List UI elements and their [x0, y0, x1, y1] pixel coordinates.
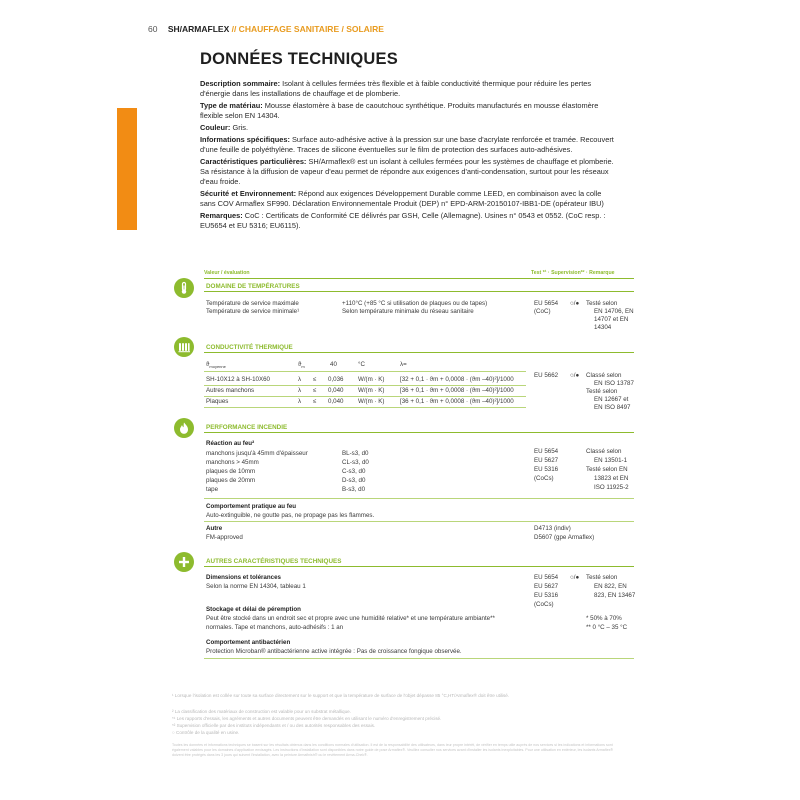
storage-remark-2: ** 0 °C – 35 °C — [586, 624, 628, 631]
table-header-right: Test *¹ · Supervision*² · Remarque — [531, 270, 615, 276]
cond-row-2-formula: [36 + 0,1 · ϑm + 0,0008 · (ϑm –40)²]/1000 — [400, 387, 514, 394]
temp-min-label: Température de service minimale¹ — [206, 308, 300, 315]
section-title-other: AUTRES CARACTÉRISTIQUES TECHNIQUES — [206, 558, 342, 565]
page-header — [148, 24, 384, 34]
remarks-paragraph — [200, 211, 618, 231]
antibacterial-label: Comportement antibactérien — [206, 639, 291, 646]
other-divider — [204, 658, 634, 659]
dim-remark-2: EN 822, EN — [594, 583, 627, 590]
fire-divider — [204, 498, 634, 499]
fire-row-5-class: B-s3, d0 — [342, 486, 366, 493]
cond-row-3-name: Plaques — [206, 398, 229, 405]
material-text: Mousse élastomère à base de caoutchouc synthétique. Produits manufacturés en mousse élastomère flexible selon EN 14304. — [200, 100, 599, 120]
cond-row-2-sym: λ — [298, 387, 302, 394]
page-number: 60 — [148, 24, 158, 34]
fire-remark-5: ISO 11925-2 — [594, 484, 629, 491]
section-divider-fire — [204, 432, 634, 433]
fire-remark-4: 13823 et EN — [594, 475, 629, 482]
header-brand: SH/ARMAFLEX — [167, 24, 230, 34]
temp-supervision: ○/● — [570, 300, 580, 307]
cond-row-2-op: ≤ — [313, 387, 317, 394]
section-divider-temperature — [204, 291, 634, 292]
storage-text-2: normales. Tape et manchons, auto-adhésifs : 1 an — [206, 624, 344, 631]
conductivity-head-divider — [204, 371, 526, 372]
dim-test-1: EU 5654 — [534, 574, 559, 581]
color-text: Gris. — [230, 122, 249, 132]
fire-other-text: FM-approved — [206, 534, 243, 541]
cond-row-3-op: ≤ — [313, 398, 317, 405]
footnote-1: ¹ Lorsque l'isolation est collée sur toute sa surface directement sur le support et que la température de surface de l'objet dépasse 85 °C,HT/Armaflex® doit être utilisé. — [172, 693, 510, 698]
fire-other-label: Autre — [206, 525, 223, 532]
section-title-conductivity: CONDUCTIVITÉ THERMIQUE — [206, 344, 293, 351]
orange-accent-bar — [117, 108, 137, 230]
cond-row-1-formula: [32 + 0,1 · ϑm + 0,0008 · (ϑm –40)²]/1000 — [400, 376, 514, 383]
cond-row-3-val: 0,040 — [328, 398, 344, 405]
fire-row-1-name: manchons jusqu'à 45mm d'épaisseur — [206, 450, 308, 457]
section-divider-conductivity — [204, 352, 634, 353]
theta-m-symbol: ϑ — [298, 361, 302, 368]
temp-test-coc: (CoC) — [534, 308, 551, 315]
cond-row-2-name: Autres manchons — [206, 387, 255, 394]
features-label: Caractéristiques particulières: — [200, 157, 307, 167]
conductivity-head-unit: °C — [358, 361, 365, 368]
cond-row-3-unit: W/(m · K) — [358, 398, 385, 405]
cond-remark-1: Classé selon — [586, 372, 622, 379]
temp-min-value: Selon température minimale du réseau sanitaire — [342, 308, 474, 315]
temp-remark-2: EN 14706, EN — [594, 308, 634, 315]
fire-test-2: EU 5627 — [534, 457, 559, 464]
color-paragraph — [200, 123, 618, 133]
safety-paragraph — [200, 189, 618, 209]
dim-supervision: ○/● — [570, 574, 580, 581]
dim-remark-1: Testé selon — [586, 574, 618, 581]
fire-test-4: (CoCs) — [534, 475, 554, 482]
material-label: Type de matériau: — [200, 100, 263, 110]
conductivity-head-m — [298, 361, 305, 371]
cond-row-1-name: SH-10X12 à SH-10X60 — [206, 376, 270, 383]
info-label: Informations spécifiques: — [200, 135, 290, 145]
theta-symbol: ϑ — [206, 361, 210, 368]
safety-label: Sécurité et Environnement: — [200, 188, 297, 198]
cond-remark-3: Testé selon — [586, 388, 618, 395]
dim-test-4: (CoCs) — [534, 601, 554, 608]
footnote-4: *² Supervision officielle par des instituts indépendants et / ou des autorités responsables des essais. — [172, 723, 376, 728]
conductivity-row-divider — [204, 385, 526, 386]
cond-test: EU 5662 — [534, 372, 559, 379]
theta-m-sub: m — [301, 364, 305, 370]
section-divider-other — [204, 566, 634, 567]
fire-row-5-name: tape — [206, 486, 219, 493]
fire-other-test-2: D5607 (gpe Armaflex) — [534, 534, 595, 541]
fire-practical-label: Comportement pratique au feu — [206, 503, 297, 510]
fire-row-3-name: plaques de 10mm — [206, 468, 256, 475]
fire-other-test-1: D4713 (indiv) — [534, 525, 571, 532]
description-paragraph — [200, 79, 618, 99]
material-paragraph — [200, 101, 618, 121]
cond-row-3-formula: [36 + 0,1 · ϑm + 0,0008 · (ϑm –40)²]/1000 — [400, 398, 514, 405]
cond-row-1-val: 0,036 — [328, 376, 344, 383]
radiator-icon — [174, 337, 194, 357]
fire-row-4-class: D-s3, d0 — [342, 477, 366, 484]
cond-row-1-op: ≤ — [313, 376, 317, 383]
section-title-fire: PERFORMANCE INCENDIE — [206, 424, 288, 431]
description-text: Isolant à cellules fermées très flexible et à faible conductivité thermique pour réduire les pertes d'énergie dans les installations de chauffage et de plomberie. — [200, 79, 592, 98]
temp-test: EU 5654 — [534, 300, 559, 307]
description-label: Description sommaire: — [200, 79, 281, 88]
temp-max-label: Température de service maximale — [206, 300, 299, 307]
fire-row-1-class: BL-s3, d0 — [342, 450, 369, 457]
flame-icon — [174, 418, 194, 438]
dim-test-2: EU 5627 — [534, 583, 559, 590]
cond-row-2-val: 0,040 — [328, 387, 344, 394]
fire-remark-2: EN 13501-1 — [594, 457, 628, 464]
dimensions-text: Selon la norme EN 14304, tableau 1 — [206, 583, 306, 590]
cond-remark-4: EN 12667 et — [594, 396, 629, 403]
footnote-5: ○ Contrôle de la qualité en usine. — [172, 730, 240, 735]
table-header-left: Valeur / évaluation — [204, 270, 250, 276]
fire-row-2-name: manchons > 45mm — [206, 459, 259, 466]
conductivity-head-lambda: λ= — [400, 361, 407, 368]
cond-row-3-sym: λ — [298, 398, 302, 405]
features-text: SH/Armaflex® est un isolant à cellules fermées pour les systèmes de chauffage et plomberie. Sa résistance à la diffusion de vapeur d'eau permet de répondre aux exigences d'anti-condensation, surtout pour les réseaux d'eau froide. — [200, 157, 614, 186]
table-header-divider — [204, 278, 634, 279]
fire-remark-3: Testé selon EN — [586, 466, 628, 473]
storage-label: Stockage et délai de péremption — [206, 606, 301, 613]
page-title: DONNÉES TECHNIQUES — [200, 50, 398, 68]
safety-text: Répond aux exigences Développement Durable comme LEED, en combinaison avec la colle sans COV Armaflex SF990. Déclaration Environnementale Produit (DEP) n° EPD-ARM-20150107-IBB1-DE (opérateur IBU) — [200, 188, 604, 208]
plus-icon — [174, 552, 194, 572]
fire-remark-1: Classé selon — [586, 448, 622, 455]
conductivity-row-divider — [204, 407, 526, 408]
cond-remark-5: EN ISO 8497 — [594, 404, 631, 411]
fire-test-3: EU 5316 — [534, 466, 559, 473]
color-label: Couleur: — [200, 122, 231, 132]
conductivity-head-mean — [206, 361, 226, 371]
dim-test-3: EU 5316 — [534, 592, 559, 599]
cond-row-2-unit: W/(m · K) — [358, 387, 385, 394]
info-text: Surface auto-adhésive active à la pression sur une base d'acrylate renforcée et tramée. Recouvert d'une feuille de polyéthylène. Traces de silicone éventuelles sur le film de protection des surfaces auto-adhésives. — [200, 135, 614, 154]
conductivity-head-40: 40 — [330, 361, 337, 368]
cond-row-1-unit: W/(m · K) — [358, 376, 385, 383]
features-paragraph — [200, 157, 618, 186]
cond-supervision: ○/● — [570, 372, 580, 379]
fire-row-3-class: C-s3, d0 — [342, 468, 366, 475]
info-paragraph — [200, 135, 618, 155]
footnote-2: ² La classification des matériaux de construction est valable pour un substrat métallique. — [172, 709, 351, 714]
fire-divider — [204, 521, 634, 522]
disclaimer-text: Toutes les données et informations techniques se basent sur les résultats obtenus dans les conditions normales d'utilisation. Il est de la responsabilité des utilisateurs, dans leur propre intérêt, de vérifier en temps utile auprès de nos services si les indications et informations sont également valables pour les domaines d'application envisagés. Les instructions d'installation sont disponibles dans notre guide de pose Armaflex®. Veuillez consulter nos services avant d'installer les isolants inexploitables. Pour une utilisation en extérieur, les isolants Armaflex® doivent être protégés dans les 3 jours qui suivent l'installation, avec la peinture Armafinish® ou le revêtement Arma-Chek®. — [172, 743, 614, 757]
cond-row-1-sym: λ — [298, 376, 302, 383]
intro-block — [200, 79, 618, 233]
header-section: // CHAUFFAGE SANITAIRE / SOLAIRE — [229, 24, 384, 34]
conductivity-row-divider — [204, 396, 526, 397]
fire-test-1: EU 5654 — [534, 448, 559, 455]
temp-remark-3: 14707 et EN — [594, 316, 629, 323]
thermometer-icon — [174, 278, 194, 298]
theta-sub: moyenne — [209, 364, 226, 370]
temp-max-value: +110°C (+85 °C si utilisation de plaques ou de tapes) — [342, 300, 488, 307]
antibacterial-text: Protection Microban® antibactérienne active intégrée : Pas de croissance fongique observée. — [206, 648, 462, 655]
section-title-temperature: DOMAINE DE TEMPÉRATURES — [206, 283, 300, 290]
dimensions-label: Dimensions et tolérances — [206, 574, 281, 581]
storage-text-1: Peut être stocké dans un endroit sec et propre avec une humidité relative* et une température ambiante** — [206, 615, 495, 622]
remarks-text: CoC : Certificats de Conformité CE délivrés par GSH, Celle (Allemagne). Usines n° 0543 et 0552. (CoC resp. : EU5654 et EU 5316; EU6115). — [200, 210, 606, 230]
storage-remark-1: * 50% à 70% — [586, 615, 622, 622]
remarks-label: Remarques: — [200, 210, 243, 220]
fire-row-4-name: plaques de 20mm — [206, 477, 256, 484]
fire-practical-text: Auto-extinguible, ne goutte pas, ne propage pas les flammes. — [206, 512, 375, 519]
dim-remark-3: 823, EN 13467 — [594, 592, 636, 599]
fire-reaction-label: Réaction au feu² — [206, 440, 255, 447]
cond-remark-2: EN ISO 13787 — [594, 380, 634, 387]
footnote-3: *¹ Les rapports d'essais, les agréments et autres documents peuvent être demandés en utilisant le numéro d'enregistrement précisé. — [172, 716, 442, 721]
temp-remark-1: Testé selon — [586, 300, 618, 307]
temp-remark-4: 14304 — [594, 324, 612, 331]
fire-row-2-class: CL-s3, d0 — [342, 459, 369, 466]
